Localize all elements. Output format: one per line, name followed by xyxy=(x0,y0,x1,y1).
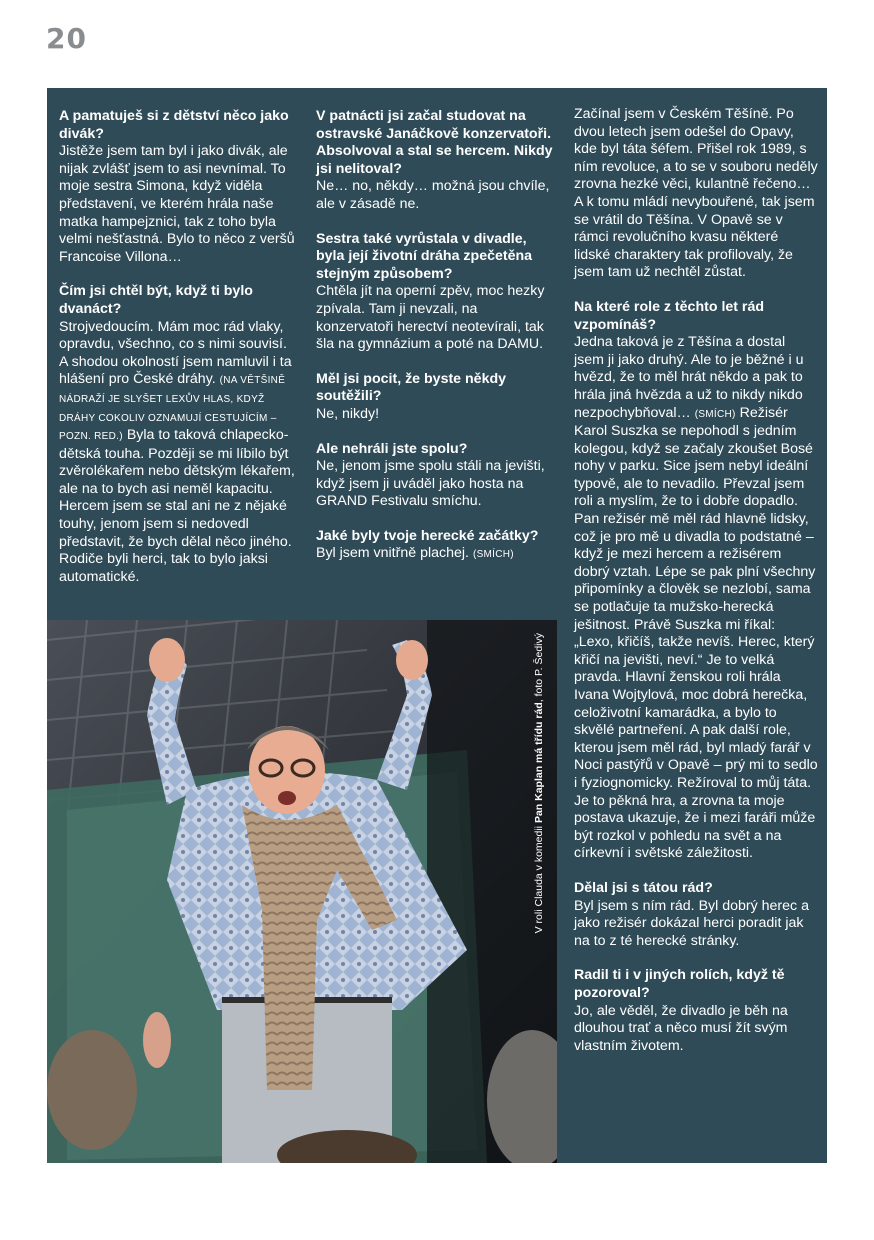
answer: Jistěže jsem tam byl i jako divák, ale nijak zvlášť jsem to asi nevnímal. To moje sestra Simona, když viděla představení, ve kterém hrála naše matka hampejznici, tak z toho byla velmi nešťastná. Bylo to něco z veršů Francoise Villona… xyxy=(59,143,295,265)
answer xyxy=(316,545,556,564)
question: Ale nehráli jste spolu? xyxy=(316,440,468,457)
stage-photo xyxy=(47,620,557,1163)
answer: Ne… no, někdy… možná jsou chvíle, ale v zásadě ne. xyxy=(316,178,550,212)
interview-panel xyxy=(47,88,827,1163)
answer xyxy=(59,319,297,587)
text-column-1 xyxy=(59,108,297,586)
answer: Chtěla jít na operní zpěv, moc hezky zpívala. Tam ji nevzali, na konzervatoři herectví neotevírali, tak šla na gymnázium a poté na DAMU. xyxy=(316,283,545,353)
caption-credit: , foto P. Šedivý xyxy=(533,633,545,703)
answer xyxy=(574,334,818,863)
editor-note: (NA VĚTŠINĚ NÁDRAŽÍ JE SLYŠET LEXŮV HLAS, KDYŽ DRÁHY COKOLIV OZNAMUJÍ CESTUJÍCÍM – POZN. RED.) xyxy=(59,375,286,443)
answer: Začínal jsem v Českém Těšíně. Po dvou letech jsem odešel do Opavy, kde byl táta šéfem. Přišel rok 1989, s ním revoluce, a to se v souboru neděly zrovna hezké věci, kulantně řečeno… A k tomu mládí nevybouřené, tak jsem se vrátil do Těšína. V Opavě se v rámci revolučního kvasu některé lidské charaktery tak profilovaly, že jsem tam už nechtěl zůstat. xyxy=(574,106,818,281)
answer-text: Byla to taková chlapecko-dětská touha. Později se mi líbilo být zvěrolékařem nebo dětským lékařem, ale na to bych asi neměl kapacitu. Hercem jsem se stal ani ne z nějaké touhy, jenom jsem si nedovedl představit, že bych dělal něco jiného. Rodiče byli herci, tak to bylo jaksi automatické. xyxy=(59,427,295,585)
answer-text: Režisér Karol Suszka se nepohodl s jedním kolegou, když se začaly zkoušet Bosé nohy v parku. Sice jsem nebyl ideální typově, ale to nevadilo. Převzal jsem roli a myslím, že to i dobře dopadlo. Pan režisér mě měl rád hlavně lidsky, což je pro mě u divadla to podstatné – když je mezi hercem a režisérem dobrý vztah. Lépe se pak plní všechny připomínky a člověk se nezlobí, sama se potlačuje ta mužsko-herecká ješitnost. Právě Suszka mi říkal: „Lexo, křičíš, takže nevíš. Herec, který křičí na jevišti, neví.“ Je to velká pravda. Hlavní ženskou roli hrála Ivana Wojtylová, moc dobrá herečka, celoživotní kamarádka, a bylo to skvělé partneření. A pak další role, kterou jsem měl rád, byl mladý farář v Noci pastýřů v Opavě – prý mi to sedlo i fyziognomicky. Režíroval to můj táta. Je to pěkná hra, a zrovna ta moje postava ukazuje, že i mezi faráři může být rozkol v pohledu na svět a na církevní i světské záležitosti. xyxy=(574,404,818,862)
answer: Jo, ale věděl, že divadlo je běh na dlouhou trať a něco musí žít svým vlastním životem. xyxy=(574,1002,788,1054)
answer: Ne, nikdy! xyxy=(316,405,380,422)
text-column-3 xyxy=(574,106,818,1055)
question: Sestra také vyrůstala v divadle, byla její životní dráha zpečetěna stejným způsobem? xyxy=(316,230,533,282)
caption-prefix: V roli Clauda v komedii xyxy=(533,825,545,934)
photo-caption xyxy=(529,633,549,1073)
laugh-note: (SMÍCH) xyxy=(472,549,514,561)
page-number: 20 xyxy=(46,22,87,55)
question: Na které role z těchto let rád vzpomínáš? xyxy=(574,298,765,333)
answer-text: Strojvedoucím. Mám moc rád vlaky, opravdu, všechno, co s nimi souvisí. A shodou okolností jsem namluvil i ta hlášení pro České dráhy. xyxy=(59,318,292,388)
question: Dělal jsi s tátou rád? xyxy=(574,879,713,896)
answer: Ne, jenom jsme spolu stáli na jevišti, když jsem ji uváděl jako hosta na GRAND Festivalu smíchu. xyxy=(316,458,545,510)
question: A pamatuješ si z dětství něco jako divák? xyxy=(59,108,289,142)
question: Jaké byly tvoje herecké začátky? xyxy=(316,527,539,544)
question: Čím jsi chtěl být, když ti bylo dvanáct? xyxy=(59,283,253,317)
question: Měl jsi pocit, že byste někdy soutěžili? xyxy=(316,370,507,405)
caption-title: Pan Kaplan má třídu rád xyxy=(533,702,545,824)
answer-text: Jedna taková je z Těšína a dostal jsem ji jako druhý. Ale to je běžné i u hvězd, že to měl hrát někdo a pak to hrála jiná hvězda a už to nikdy nikdo nezpochybňoval… xyxy=(574,334,804,421)
question: V patnácti jsi začal studovat na ostravské Janáčkově konzervatoři. Absolvoval a stal se hercem. Nikdy jsi nelitoval? xyxy=(316,108,553,177)
answer: Byl jsem s ním rád. Byl dobrý herec a jako režisér dokázal herci poradit jak na to z té herecké stránky. xyxy=(574,897,809,949)
laugh-note: (SMÍCH) xyxy=(694,408,736,420)
text-column-2 xyxy=(316,108,556,564)
stage-photo-illustration xyxy=(47,620,557,1163)
question: Radil ti i v jiných rolích, když tě pozoroval? xyxy=(574,967,785,1001)
answer-text: Byl jsem vnitřně plachej. xyxy=(316,545,469,562)
